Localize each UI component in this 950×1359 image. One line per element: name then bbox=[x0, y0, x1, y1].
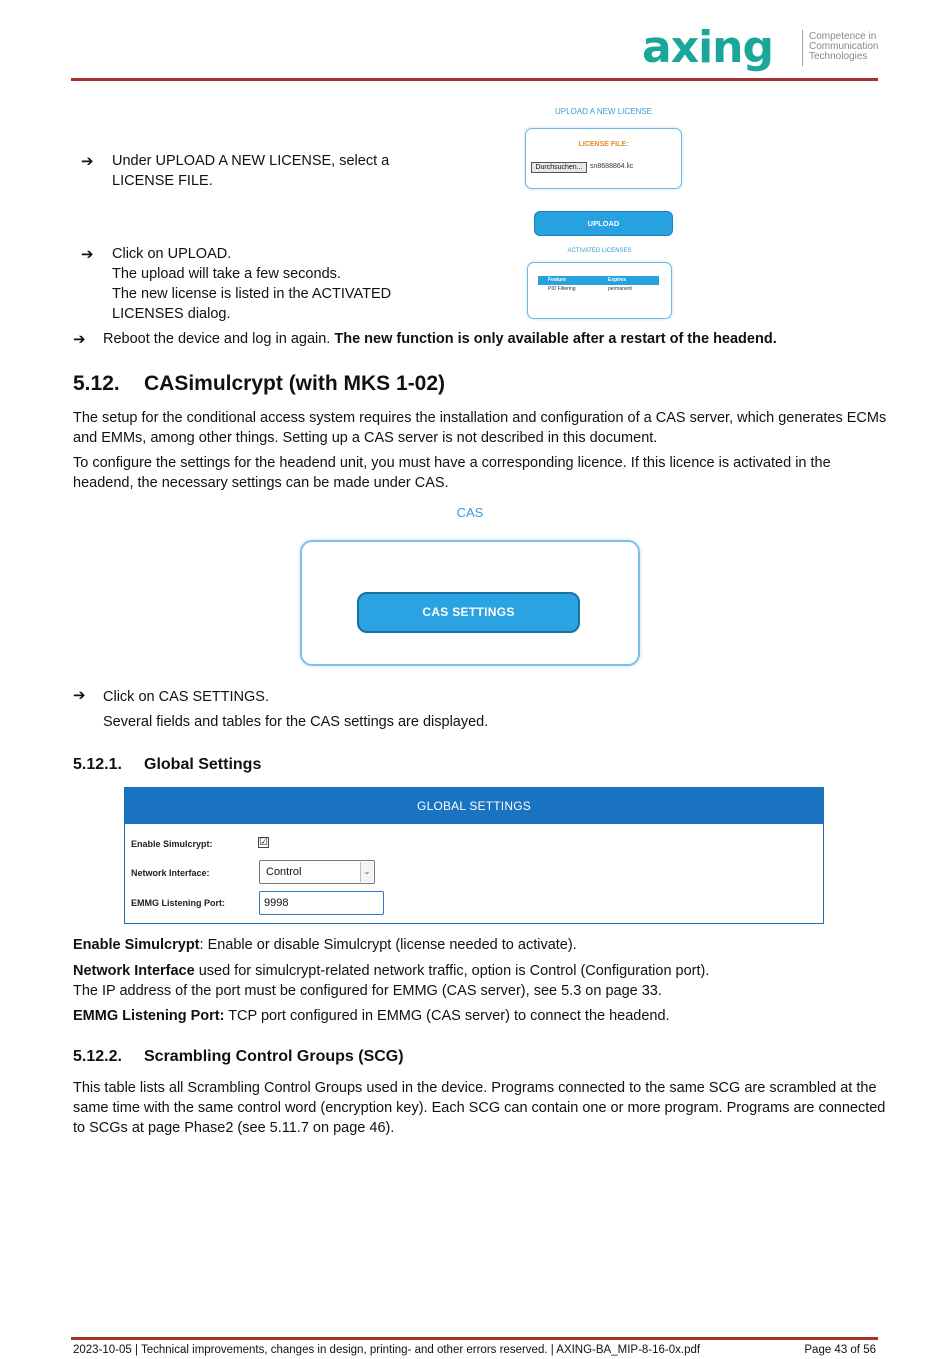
enable-simulcrypt-label: Enable Simulcrypt: bbox=[131, 839, 213, 849]
desc-emmg-port: EMMG Listening Port: TCP port configured in EMMG (CAS server) to connect the headend. bbox=[73, 1008, 670, 1024]
upload-license-caption: UPLOAD A NEW LICENSE bbox=[555, 107, 652, 116]
step-click-upload: Click on UPLOAD. The upload will take a few seconds. The new license is listed in the ACTIVATED LICENSES dialog. bbox=[112, 246, 392, 322]
emmg-port-label: EMMG Listening Port: bbox=[131, 898, 225, 908]
cas-panel-title: CAS bbox=[456, 505, 484, 520]
header-rule bbox=[71, 78, 878, 81]
cas-settings-button[interactable]: CAS SETTINGS bbox=[357, 592, 580, 633]
activated-licenses-table bbox=[538, 276, 659, 294]
step-select-license: Under UPLOAD A NEW LICENSE, select a LICENSE FILE. bbox=[112, 153, 390, 189]
page-number: Page 43 of 56 bbox=[804, 1344, 876, 1356]
emmg-port-input[interactable]: 9998 bbox=[259, 891, 384, 915]
chevron-down-icon: ⌄ bbox=[360, 862, 373, 882]
arrow-icon: ➔ bbox=[81, 245, 94, 263]
desc-enable-simulcrypt: Enable Simulcrypt: Enable or disable Simulcrypt (license needed to activate). bbox=[73, 937, 577, 953]
footer-text: 2023-10-05 | Technical improvements, changes in design, printing- and other errors reserved. | AXING-BA_MIP-8-16-0x.pdf bbox=[73, 1344, 701, 1356]
license-file-name: sn8688864.lic bbox=[590, 163, 634, 170]
arrow-icon: ➔ bbox=[73, 686, 86, 704]
network-interface-select[interactable]: Control ⌄ bbox=[259, 860, 375, 884]
arrow-icon: ➔ bbox=[81, 152, 94, 170]
browse-button[interactable]: Durchsuchen... bbox=[531, 162, 587, 173]
arrow-icon: ➔ bbox=[73, 330, 86, 348]
axing-logo bbox=[640, 24, 885, 72]
section-paragraph-1: The setup for the conditional access system requires the installation and configuration of a CAS server, which generates ECMs and EMMs, among other things. Setting up a CAS server is not described in this document. bbox=[73, 410, 887, 446]
subsection-heading-global: 5.12.1. Global Settings bbox=[73, 756, 262, 773]
network-interface-label: Network Interface: bbox=[131, 868, 210, 878]
footer-rule bbox=[71, 1337, 878, 1340]
license-file-label: LICENSE FILE: bbox=[578, 141, 629, 148]
activated-licenses-box bbox=[527, 262, 672, 319]
desc-network-interface: Network Interface used for simulcrypt-related network traffic, option is Control (Configuration port). The IP address of the port must be configured for EMMG (CAS server), see 5.3 on page 33. bbox=[73, 963, 710, 999]
logo-wordmark: axing bbox=[642, 22, 773, 73]
scg-paragraph: This table lists all Scrambling Control Groups used in the device. Programs connected to the same SCG are scrambled at the same time with the same control word (encryption key). Each SCG can contain one or more program. Programs are connected to SCGs at page Phase2 (see 5.11.7 on page 46). bbox=[73, 1080, 886, 1136]
step-cas-settings: Click on CAS SETTINGS. Several fields and tables for the CAS settings are displayed. bbox=[103, 689, 489, 730]
table-header-row: Feature Expires bbox=[538, 276, 659, 285]
section-heading: 5.12. CASimulcrypt (with MKS 1-02) bbox=[73, 372, 446, 395]
global-settings-panel bbox=[124, 787, 824, 924]
activated-licenses-caption: ACTIVATED LICENSES bbox=[567, 248, 632, 254]
step-reboot: Reboot the device and log in again. The new function is only available after a restart of the headend. bbox=[103, 331, 777, 347]
subsection-heading-scg: 5.12.2. Scrambling Control Groups (SCG) bbox=[73, 1048, 404, 1065]
license-file-box bbox=[525, 128, 682, 189]
logo-divider bbox=[802, 30, 803, 66]
enable-simulcrypt-checkbox[interactable]: ☑ bbox=[259, 837, 268, 848]
upload-button[interactable]: UPLOAD bbox=[534, 211, 673, 236]
logo-tagline: Competence in Communication Technologies bbox=[809, 31, 879, 62]
section-paragraph-2: To configure the settings for the headend unit, you must have a corresponding licence. If this licence is activated in the headend, the necessary settings can be made under CAS. bbox=[73, 455, 831, 491]
global-settings-header: GLOBAL SETTINGS bbox=[125, 788, 823, 824]
table-row: PID Filtering permanent bbox=[548, 286, 632, 292]
